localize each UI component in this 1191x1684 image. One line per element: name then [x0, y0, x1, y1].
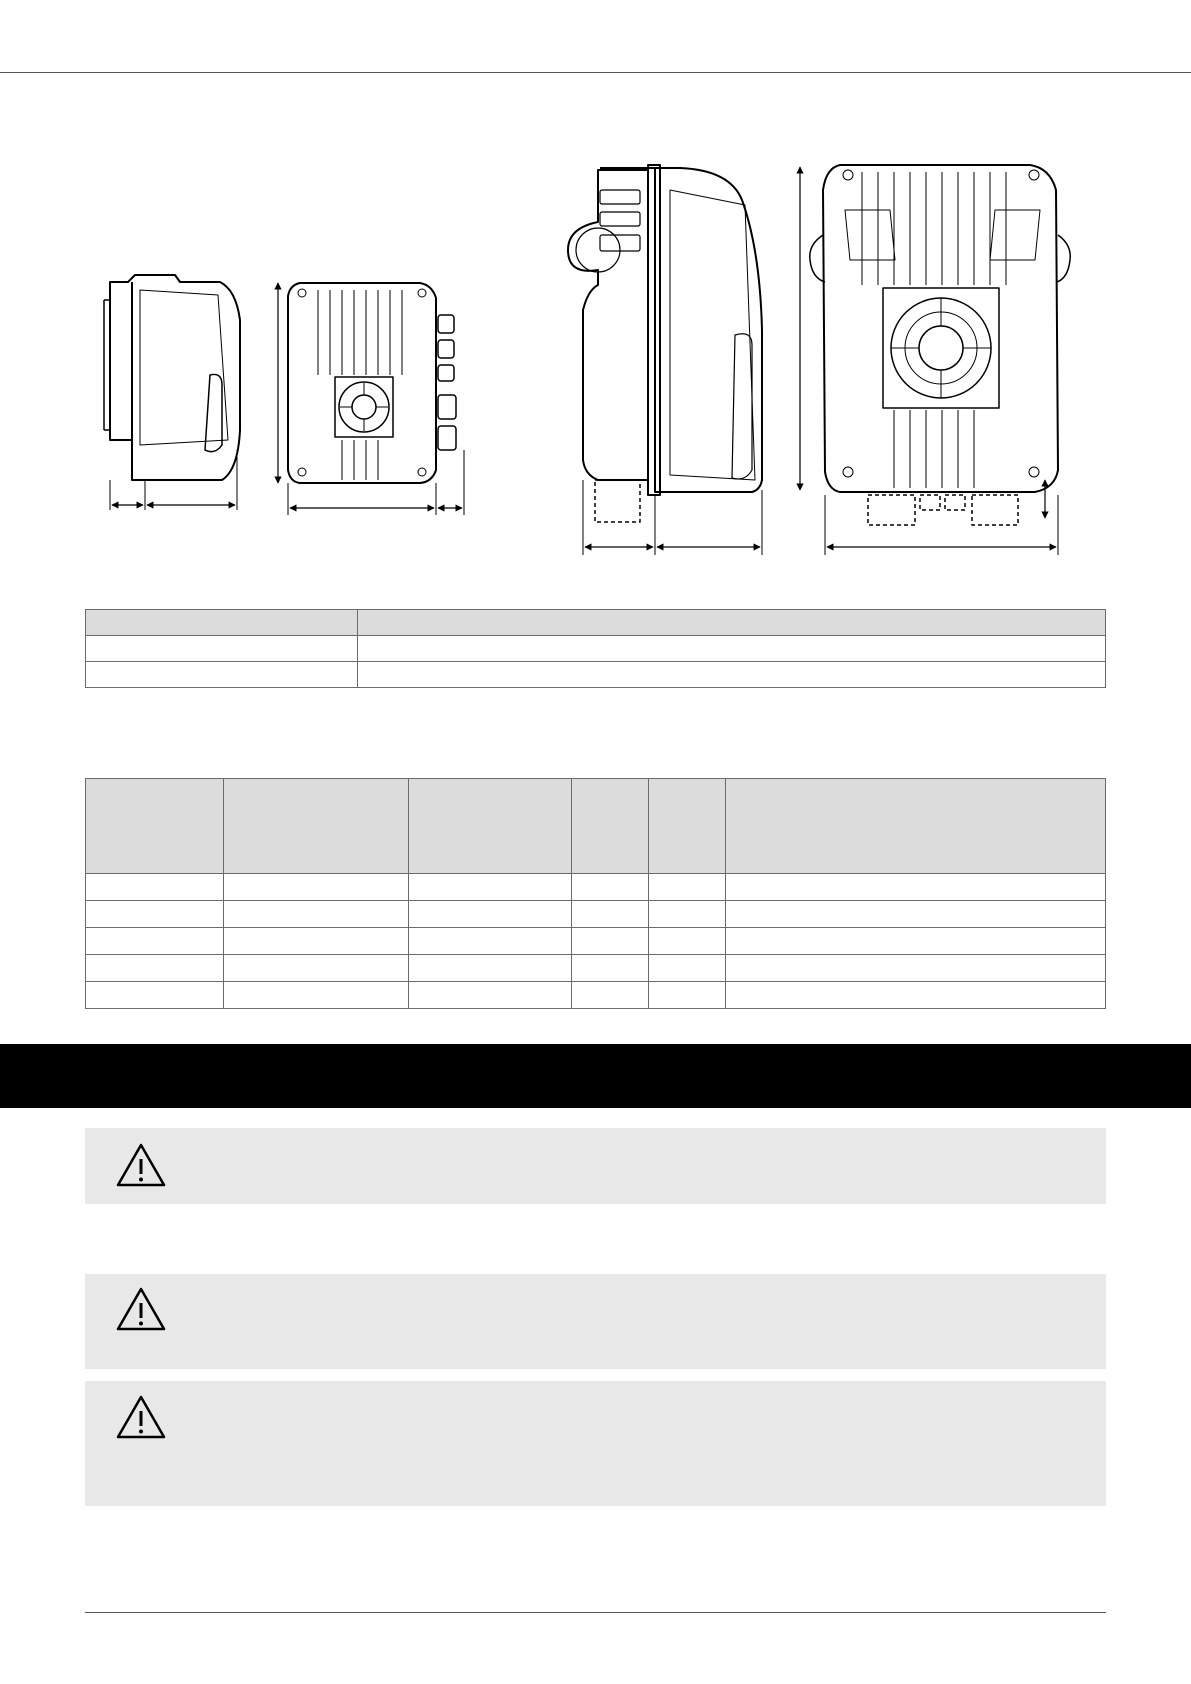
- table-row: [86, 662, 1106, 688]
- dimensions-table: [85, 609, 1106, 688]
- table-cell: [86, 955, 224, 982]
- section-heading-bar: [0, 1044, 1191, 1108]
- large-unit-side-view: [568, 165, 762, 555]
- table-cell: [726, 982, 1106, 1009]
- warning-note: [85, 1274, 1106, 1369]
- table-row: [86, 928, 1106, 955]
- table-cell: [571, 901, 649, 928]
- table-cell: [571, 874, 649, 901]
- table-cell: [86, 901, 224, 928]
- table-header-cell: [726, 779, 1106, 874]
- table-header-cell: [571, 779, 649, 874]
- table-cell: [223, 928, 408, 955]
- table-header-cell: [86, 610, 358, 636]
- small-unit-side-view: [104, 275, 240, 510]
- table-header-cell: [86, 779, 224, 874]
- table-header-cell: [649, 779, 726, 874]
- small-unit-front-view: [278, 283, 464, 515]
- table-cell: [408, 928, 571, 955]
- table-cell: [223, 874, 408, 901]
- table-cell: [357, 636, 1105, 662]
- table-cell: [726, 874, 1106, 901]
- table-row: [86, 955, 1106, 982]
- table-cell: [571, 982, 649, 1009]
- table-cell: [86, 982, 224, 1009]
- table-row: [86, 874, 1106, 901]
- table-row: [86, 636, 1106, 662]
- table-cell: [408, 982, 571, 1009]
- table-header-cell: [223, 779, 408, 874]
- specifications-table: [85, 778, 1106, 1009]
- table-cell: [649, 955, 726, 982]
- table-cell: [571, 955, 649, 982]
- table-cell: [408, 901, 571, 928]
- table-cell: [357, 662, 1105, 688]
- table-cell: [649, 901, 726, 928]
- table-header-cell: [408, 779, 571, 874]
- table-header-row: [86, 779, 1106, 874]
- table-cell: [726, 901, 1106, 928]
- table-cell: [649, 982, 726, 1009]
- table-header-cell: [357, 610, 1105, 636]
- table-cell: [223, 901, 408, 928]
- table-row: [86, 982, 1106, 1009]
- table-cell: [86, 636, 358, 662]
- table-cell: [86, 662, 358, 688]
- table-cell: [649, 874, 726, 901]
- large-unit-front-view: [800, 165, 1070, 555]
- top-rule: [0, 72, 1191, 73]
- table-cell: [86, 874, 224, 901]
- warning-triangle-icon: [115, 1394, 167, 1440]
- table-cell: [571, 928, 649, 955]
- warning-note: [85, 1381, 1106, 1506]
- table-cell: [726, 928, 1106, 955]
- table-cell: [649, 928, 726, 955]
- table-cell: [726, 955, 1106, 982]
- table-cell: [223, 955, 408, 982]
- dimension-drawing: [0, 150, 1191, 570]
- table-row: [86, 901, 1106, 928]
- table-cell: [408, 955, 571, 982]
- table-header-row: [86, 610, 1106, 636]
- warning-note: [85, 1128, 1106, 1204]
- bottom-rule: [85, 1612, 1106, 1613]
- table-cell: [408, 874, 571, 901]
- table-cell: [223, 982, 408, 1009]
- warning-triangle-icon: [115, 1142, 167, 1188]
- table-cell: [86, 928, 224, 955]
- warning-triangle-icon: [115, 1286, 167, 1332]
